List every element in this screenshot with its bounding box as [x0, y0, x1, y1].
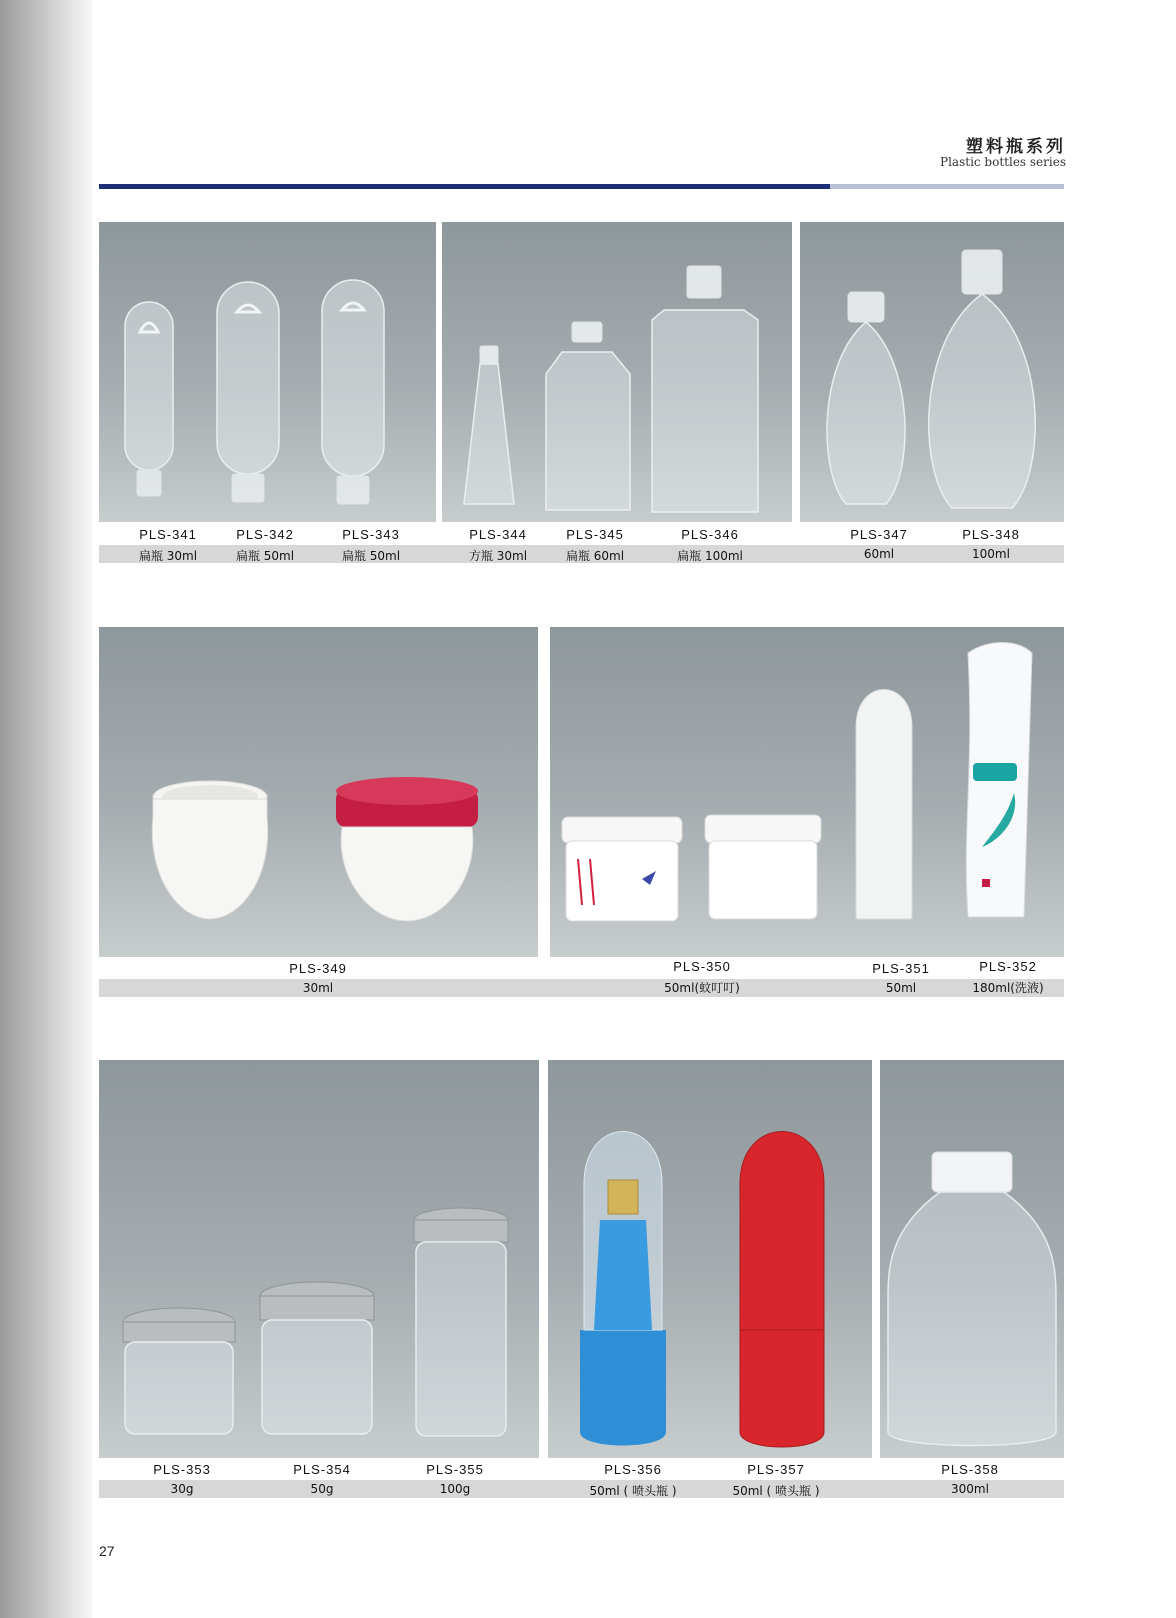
caption-strip-row2 — [99, 979, 1064, 997]
product-description: 30ml — [302, 981, 334, 995]
series-title-en: Plastic bottles series — [940, 155, 1066, 169]
product-code: PLS-341 — [139, 527, 197, 542]
product-code: PLS-354 — [293, 1462, 351, 1477]
product-code: PLS-355 — [426, 1462, 484, 1477]
photo-panel-356-357 — [548, 1060, 872, 1458]
photo-panel-358 — [880, 1060, 1064, 1458]
caption-strip-row3 — [99, 1480, 1064, 1498]
cream-jars-illustration — [99, 627, 538, 957]
mixed-containers-illustration — [550, 627, 1064, 957]
product-code: PLS-343 — [342, 527, 400, 542]
product-code: PLS-349 — [289, 961, 347, 976]
product-description: 50g — [310, 1482, 334, 1496]
product-code: PLS-353 — [153, 1462, 211, 1477]
photo-panel-349 — [99, 627, 538, 957]
product-code: PLS-348 — [962, 527, 1020, 542]
product-description: 100ml — [972, 547, 1010, 561]
photo-panel-344-346 — [442, 222, 792, 522]
product-code: PLS-352 — [979, 959, 1037, 974]
product-description: 扁瓶 100ml — [677, 549, 743, 563]
product-description: 扁瓶 60ml — [565, 549, 625, 563]
photo-panel-353-355 — [99, 1060, 539, 1458]
oval-bottles-illustration — [800, 222, 1064, 522]
product-code: PLS-345 — [566, 527, 624, 542]
jars-with-metal-lids-illustration — [99, 1060, 539, 1458]
product-description: 100g — [439, 1482, 471, 1496]
page-number: 27 — [99, 1543, 115, 1559]
product-code: PLS-346 — [681, 527, 739, 542]
photo-panel-347-348 — [800, 222, 1064, 522]
product-code: PLS-350 — [673, 959, 731, 974]
product-description: 方瓶 30ml — [468, 549, 528, 563]
round-bottle-illustration — [880, 1060, 1064, 1458]
product-description: 扁瓶 50ml — [235, 549, 295, 563]
square-bottles-illustration — [442, 222, 792, 522]
product-description: 50ml — [885, 981, 917, 995]
flat-bottles-illustration — [99, 222, 436, 522]
product-description: 180ml(洗液) — [972, 981, 1044, 995]
product-code: PLS-342 — [236, 527, 294, 542]
product-description: 300ml — [951, 1482, 989, 1496]
product-code: PLS-347 — [850, 527, 908, 542]
header-rule-light — [830, 184, 1064, 189]
photo-panel-350-352 — [550, 627, 1064, 957]
product-code: PLS-356 — [604, 1462, 662, 1477]
product-description: 扁瓶 50ml — [341, 549, 401, 563]
spray-bottles-illustration — [548, 1060, 872, 1458]
product-code: PLS-358 — [941, 1462, 999, 1477]
product-description: 30g — [170, 1482, 194, 1496]
product-description: 50ml ( 喷头瓶 ) — [732, 1484, 820, 1498]
photo-panel-341-343 — [99, 222, 436, 522]
product-description: 扁瓶 30ml — [138, 549, 198, 563]
product-code: PLS-357 — [747, 1462, 805, 1477]
product-code: PLS-351 — [872, 961, 930, 976]
product-description: 50ml(蚊叮叮) — [664, 981, 740, 995]
series-title-cn: 塑料瓶系列 — [966, 137, 1066, 157]
product-description: 50ml ( 喷头瓶 ) — [589, 1484, 677, 1498]
product-description: 60ml — [863, 547, 895, 561]
product-code: PLS-344 — [469, 527, 527, 542]
header-rule-dark — [99, 184, 830, 189]
